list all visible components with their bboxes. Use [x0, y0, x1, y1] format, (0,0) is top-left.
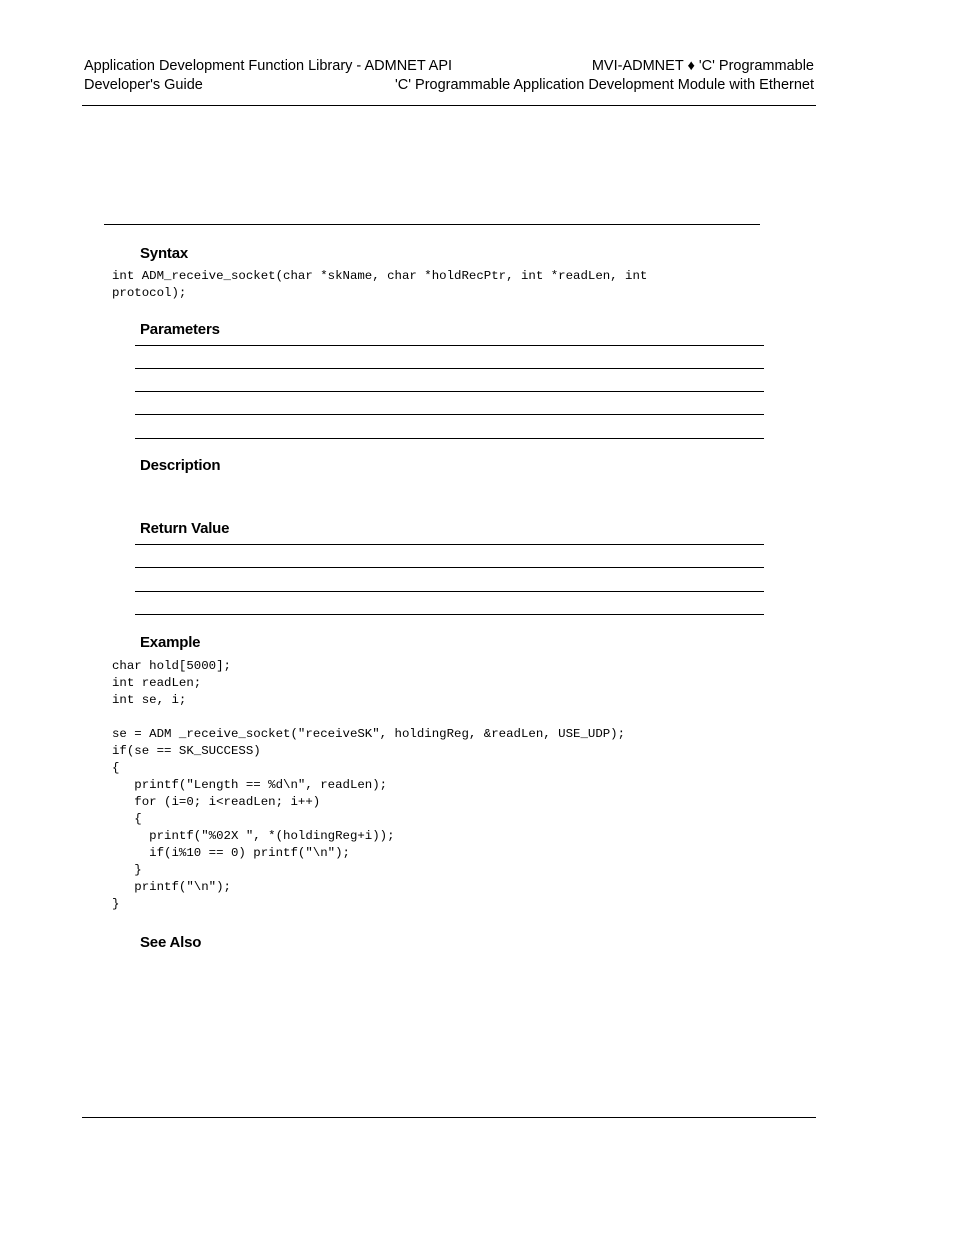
code-line: printf("\n");	[112, 880, 231, 894]
see-also-heading: See Also	[140, 934, 202, 951]
return-value-table-rule	[135, 544, 764, 545]
code-line: printf("Length == %d\n", readLen);	[112, 778, 388, 792]
syntax-line: int ADM_receive_socket(char *skName, char *holdRecPtr, int *readLen, int	[112, 269, 648, 283]
header-library-title: Application Development Function Library - ADMNET API	[84, 58, 453, 74]
example-code	[112, 658, 625, 913]
code-line: int se, i;	[112, 693, 187, 707]
parameters-table-rule	[135, 345, 764, 346]
syntax-line: protocol);	[112, 286, 187, 300]
parameters-table-rule	[135, 438, 764, 439]
parameters-heading: Parameters	[140, 321, 220, 338]
code-line: if(i%10 == 0) printf("\n");	[112, 846, 350, 860]
code-line: for (i=0; i<readLen; i++)	[112, 795, 321, 809]
header-product-title: MVI-ADMNET ♦ 'C' Programmable	[591, 58, 814, 74]
function-title-rule	[104, 224, 760, 225]
code-line: se = ADM _receive_socket("receiveSK", holdingReg, &readLen, USE_UDP);	[112, 727, 626, 741]
code-line: char hold[5000];	[112, 659, 231, 673]
code-line: if(se == SK_SUCCESS)	[112, 744, 261, 758]
header-module-title: 'C' Programmable Application Development Module with Ethernet	[395, 77, 814, 93]
code-line: printf("%02X ", *(holdingReg+i));	[112, 829, 395, 843]
code-line: {	[112, 761, 120, 775]
return-value-table-rule	[135, 591, 764, 592]
example-heading: Example	[140, 634, 201, 651]
parameters-table-rule	[135, 414, 764, 415]
code-line: {	[112, 812, 142, 826]
return-value-table-rule	[135, 567, 764, 568]
description-heading: Description	[140, 457, 221, 474]
code-line: }	[112, 863, 142, 877]
header-rule	[82, 105, 816, 106]
page-header-right	[395, 57, 814, 95]
syntax-heading: Syntax	[140, 245, 188, 262]
code-line: }	[112, 897, 120, 911]
parameters-table-rule	[135, 391, 764, 392]
syntax-code	[112, 268, 647, 302]
footer-rule	[82, 1117, 816, 1118]
header-guide-title: Developer's Guide	[84, 77, 203, 93]
code-line: int readLen;	[112, 676, 202, 690]
parameters-table-rule	[135, 368, 764, 369]
return-value-table-rule	[135, 614, 764, 615]
return-value-heading: Return Value	[140, 520, 230, 537]
